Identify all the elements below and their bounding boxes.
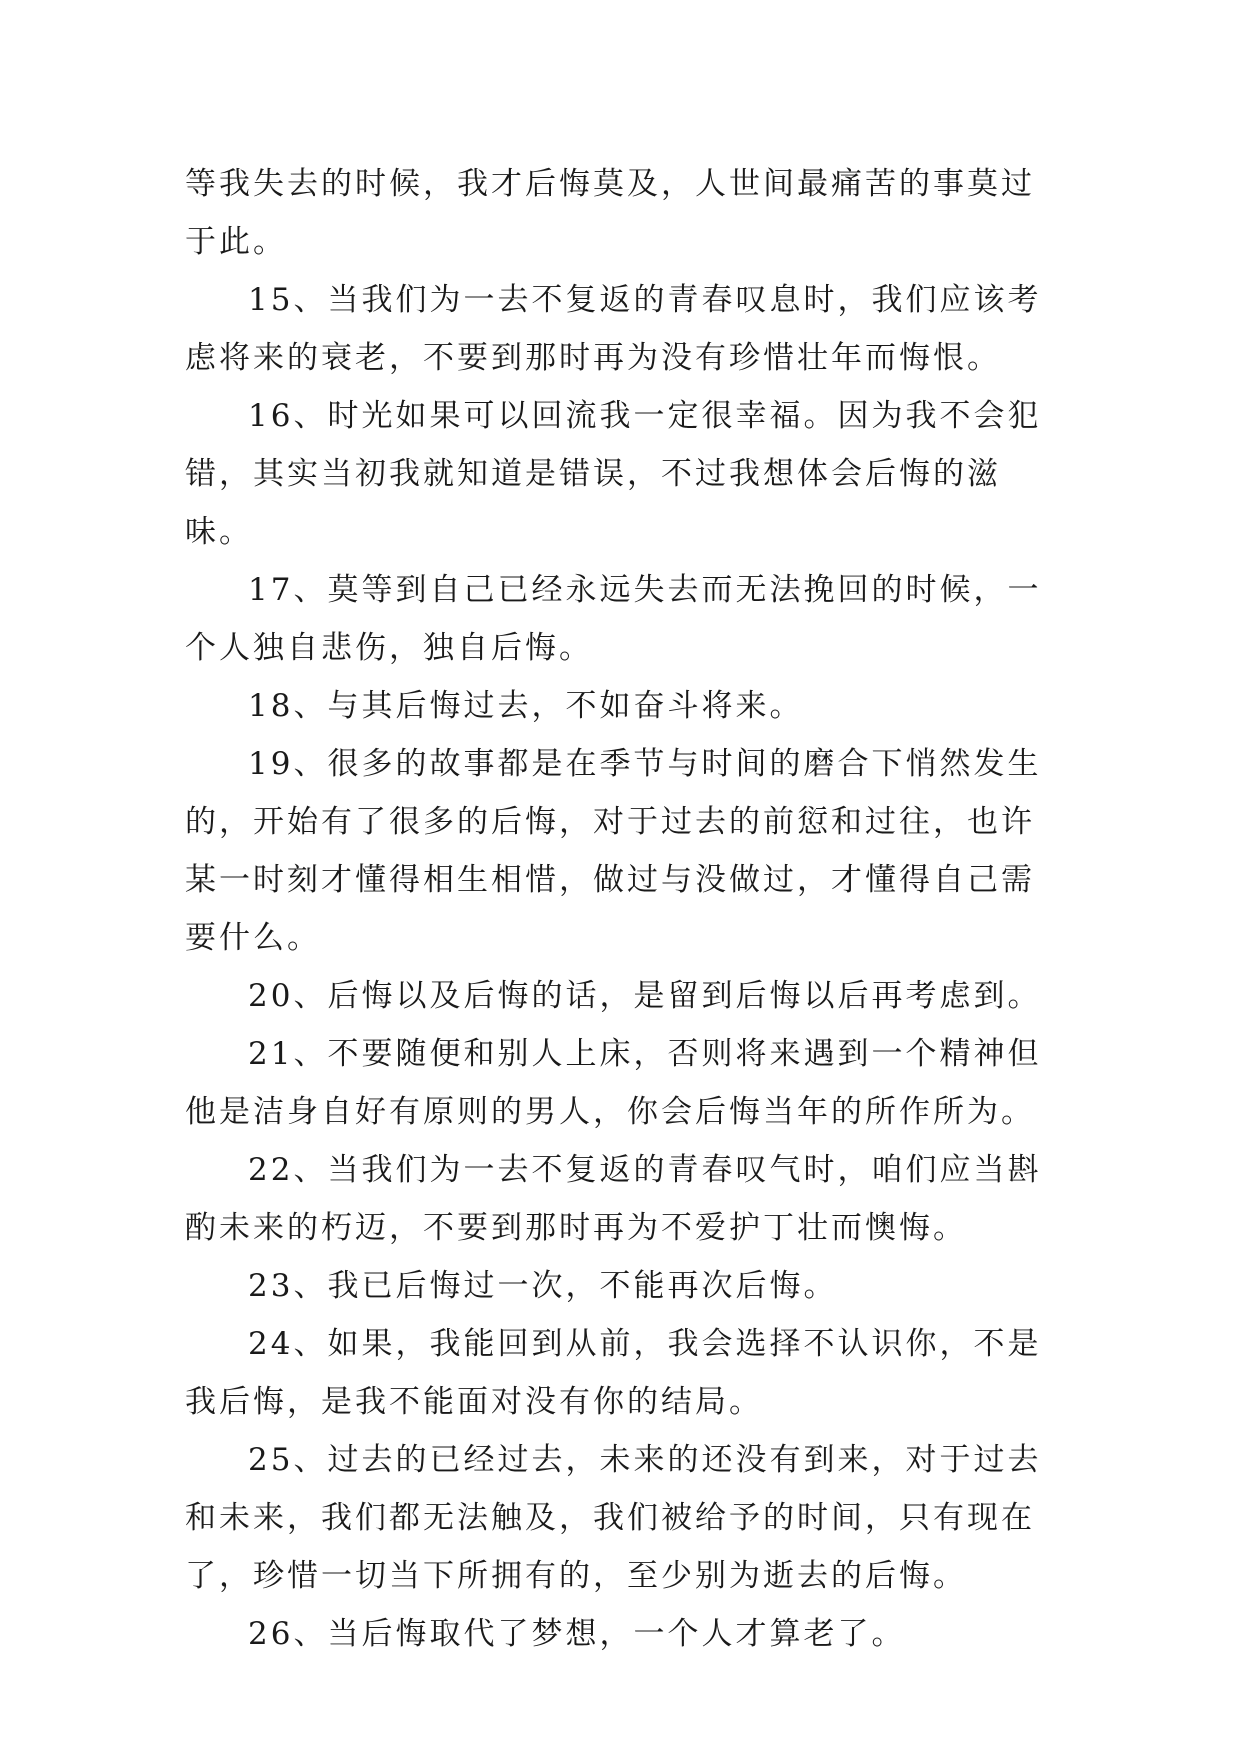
paragraph: 25、过去的已经过去，未来的还没有到来，对于过去和未来，我们都无法触及，我们被给予的时间，只有现在了，珍惜一切当下所拥有的，至少别为逝去的后悔。	[185, 1442, 1042, 1594]
paragraph: 20、后悔以及后悔的话，是留到后悔以后再考虑到。	[248, 978, 1042, 1014]
paragraph: 18、与其后悔过去，不如奋斗将来。	[248, 688, 804, 724]
paragraph: 等我失去的时候，我才后悔莫及，人世间最痛苦的事莫过于此。	[185, 166, 1035, 260]
paragraph: 22、当我们为一去不复返的青春叹气时，咱们应当斟酌未来的朽迈，不要到那时再为不爱护丁壮而懊悔。	[185, 1152, 1042, 1246]
paragraph: 15、当我们为一去不复返的青春叹息时，我们应该考虑将来的衰老，不要到那时再为没有珍惜壮年而悔恨。	[185, 282, 1042, 376]
paragraph: 21、不要随便和别人上床，否则将来遇到一个精神但他是洁身自好有原则的男人，你会后悔当年的所作所为。	[185, 1036, 1042, 1130]
paragraph: 26、当后悔取代了梦想，一个人才算老了。	[248, 1616, 906, 1652]
document-body	[185, 155, 1065, 1663]
paragraph: 19、很多的故事都是在季节与时间的磨合下悄然发生的，开始有了很多的后悔，对于过去的前愆和过往，也许某一时刻才懂得相生相惜，做过与没做过，才懂得自己需要什么。	[185, 746, 1042, 956]
paragraph: 17、莫等到自己已经永远失去而无法挽回的时候，一个人独自悲伤，独自后悔。	[185, 572, 1042, 666]
paragraph: 24、如果，我能回到从前，我会选择不认识你，不是我后悔，是我不能面对没有你的结局。	[185, 1326, 1042, 1420]
paragraph: 23、我已后悔过一次，不能再次后悔。	[248, 1268, 838, 1304]
paragraph: 16、时光如果可以回流我一定很幸福。因为我不会犯错，其实当初我就知道是错误，不过我想体会后悔的滋味。	[185, 398, 1042, 550]
